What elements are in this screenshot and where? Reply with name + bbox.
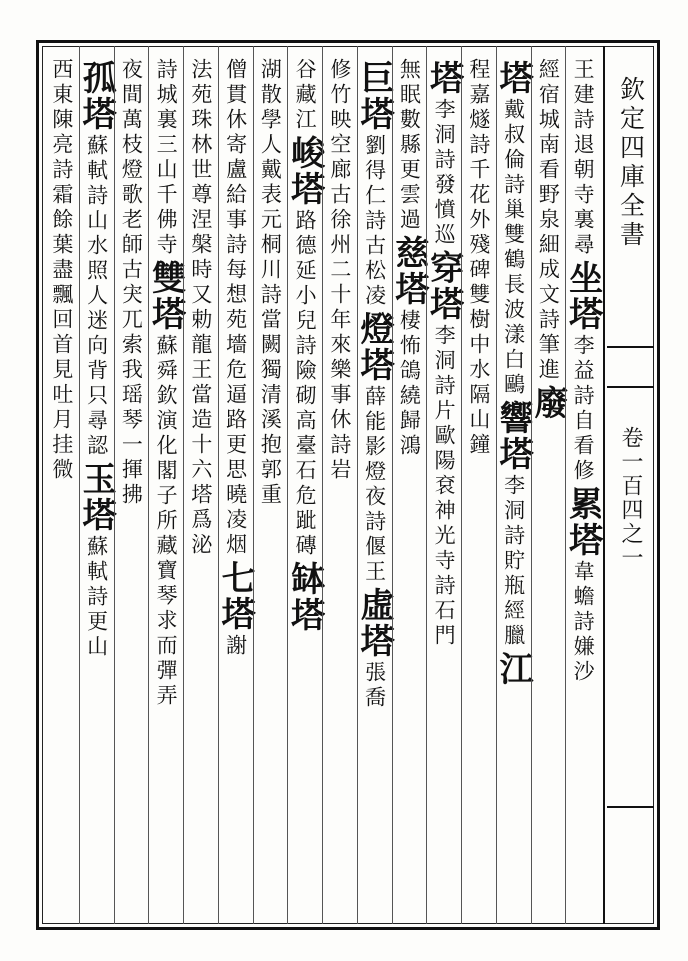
text-column: [354, 58, 395, 918]
entry-text: 王建詩退朝寺裏尋: [571, 58, 596, 258]
entry-text: 歐陽袞神光寺詩石門: [432, 424, 457, 649]
entry-text: 谷藏: [293, 58, 318, 108]
column-rule: [392, 46, 393, 924]
entry-text: 嫌沙: [571, 635, 596, 685]
text-column: [527, 58, 568, 918]
text-column: [183, 58, 218, 918]
entry-text: 千花外殘碑雙樹中: [466, 158, 491, 358]
entry-heading: 響塔: [493, 400, 534, 472]
column-rule: [253, 46, 254, 924]
text-column: [76, 58, 117, 918]
text-column: [562, 58, 603, 918]
column-rule: [114, 46, 115, 924]
entry-heading: 穿塔: [423, 250, 464, 322]
entry-text: 戴叔倫詩: [501, 98, 526, 198]
text-column: [322, 58, 357, 918]
entry-text: 挂微: [49, 433, 74, 483]
entry-text: 過: [397, 208, 422, 233]
entry-heading: 塔: [493, 60, 534, 96]
column-rule: [218, 46, 219, 924]
entry-heading: 坐塔: [562, 260, 603, 332]
entry-text: 老師古宊兀索我瑶琴一揮拂: [119, 208, 144, 508]
entry-text: 湖散學人: [258, 58, 283, 158]
column-rule: [426, 46, 427, 924]
entry-text: 曉凌烟: [223, 483, 248, 558]
text-column: [145, 58, 186, 918]
column-rule: [148, 46, 149, 924]
column-rule: [357, 46, 358, 924]
entry-text: 當闕獨清溪抱郭重: [258, 308, 283, 508]
entry-text: 李洞詩貯瓶經臘: [501, 474, 526, 649]
entry-text: 歌: [119, 183, 144, 208]
entry-text: 無眠數縣更: [397, 58, 422, 183]
text-column: [253, 58, 288, 918]
page-spine: [603, 46, 654, 924]
entry-text: 夜間: [119, 58, 144, 108]
entry-heading: 雙塔: [145, 260, 186, 332]
entry-text: 戴表元桐川詩: [258, 158, 283, 308]
column-rule: [287, 46, 288, 924]
entry-text: 雲: [397, 183, 422, 208]
column-rule: [531, 46, 532, 924]
text-column: [388, 58, 429, 918]
column-rule: [496, 46, 497, 924]
entry-text: 西東陳亮詩霜餘葉盡飄回首見: [49, 58, 74, 383]
text-column: [215, 58, 256, 918]
entry-text: 水: [466, 358, 491, 383]
entry-heading: 玉塔: [76, 461, 117, 533]
entry-heading: 燈塔: [354, 311, 395, 383]
entry-text: 巢雙鶴長波漾白鷗: [501, 198, 526, 398]
fish-tail-mark: [607, 346, 654, 388]
entry-text: 韋蟾詩: [571, 560, 596, 635]
entry-text: 自看修: [571, 409, 596, 484]
entry-text: 詩城裏三山千佛寺: [154, 58, 179, 258]
entry-text: 經宿城南看野泉: [536, 58, 561, 233]
entry-heading: 孤塔: [76, 60, 117, 132]
entry-text: 泌: [188, 533, 213, 558]
column-rule: [79, 46, 80, 924]
entry-text: 認: [84, 434, 109, 459]
entry-text: 李洞詩片: [432, 324, 457, 424]
entry-text: 劉得仁詩古松凌: [362, 134, 387, 309]
entry-text: 李益詩: [571, 334, 596, 409]
entry-heading: 塔: [423, 60, 464, 96]
column-rule: [565, 46, 566, 924]
entry-text: 隔山鐘: [466, 383, 491, 458]
entry-text: 磚: [293, 534, 318, 559]
entry-heading: 七塔: [215, 560, 256, 632]
entry-text: 蘇軾詩: [84, 535, 109, 610]
entry-text: 張喬: [362, 661, 387, 711]
entry-text: 萬枝燈: [119, 108, 144, 183]
text-column: [114, 58, 149, 918]
entry-text: 江: [293, 108, 318, 133]
text-column: [284, 58, 325, 918]
entry-text: 棲怖鴿: [397, 309, 422, 384]
entry-text: 吐月: [49, 383, 74, 433]
running-title: 欽定四庫全書: [616, 76, 646, 250]
entry-text: 謝: [223, 634, 248, 659]
entry-heading: 虛塔: [354, 587, 395, 659]
entry-text: 古徐州二十年來樂事休: [327, 183, 352, 433]
entry-text: 李洞詩發憤巡: [432, 98, 457, 248]
entry-text: 更山: [84, 610, 109, 660]
entry-text: 路德延小兒詩險砌高臺石危跐: [293, 209, 318, 534]
entry-heading: 江: [493, 651, 534, 687]
entry-text: 修竹映空廊: [327, 58, 352, 183]
entry-text: 細成文詩筆進: [536, 233, 561, 383]
column-rule: [322, 46, 323, 924]
entry-text: 僧貫休寄盧給事詩每想苑墻危逼路更思: [223, 58, 248, 483]
entry-text: 薛能影燈夜詩偃王: [362, 385, 387, 585]
entry-text: 繞歸鴻: [397, 384, 422, 459]
entry-heading: 廢: [527, 385, 568, 421]
entry-heading: 累塔: [562, 486, 603, 558]
entry-text: 程嘉燧詩: [466, 58, 491, 158]
entry-heading: 巨塔: [354, 60, 395, 132]
entry-text: 蘇軾詩山水照人迷向背只尋: [84, 134, 109, 434]
text-column: [493, 58, 534, 918]
column-rule: [461, 46, 462, 924]
column-rule: [183, 46, 184, 924]
entry-heading: 慈塔: [388, 235, 429, 307]
entry-heading: 缽塔: [284, 561, 325, 633]
entry-text: 法苑珠林世尊涅槃時又勅龍王當造十六塔爲: [188, 58, 213, 533]
entry-text: 蘇舜欽演化閣子所藏寶琴求而彈弄: [154, 334, 179, 709]
text-column: [423, 58, 464, 918]
entry-text: 詩岩: [327, 433, 352, 483]
juan-label: 卷一百四之一: [618, 426, 643, 570]
entry-heading: 峻塔: [284, 135, 325, 207]
text-column: [461, 58, 496, 918]
spine-rule: [607, 806, 654, 808]
text-column: [44, 58, 79, 918]
